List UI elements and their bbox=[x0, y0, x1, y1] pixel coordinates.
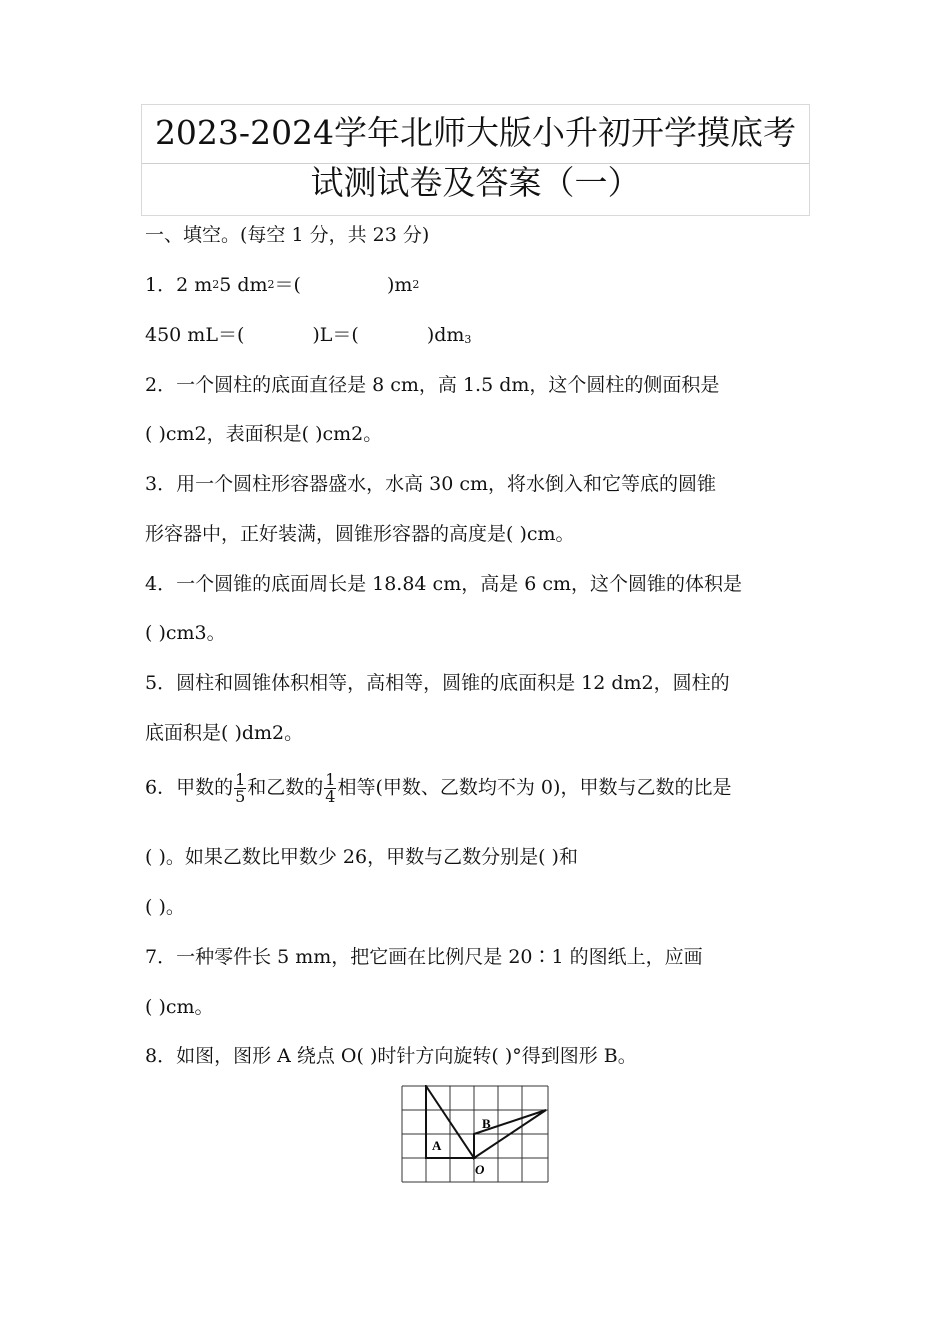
question-7-line-2: ( )cm。 bbox=[145, 996, 214, 1018]
question-3-line-1: 3．用一个圆柱形容器盛水，水高 30 cm，将水倒入和它等底的圆锥 bbox=[145, 473, 717, 495]
label-a: A bbox=[432, 1138, 442, 1153]
question-3-line-2: 形容器中，正好装满，圆锥形容器的高度是( )cm。 bbox=[145, 523, 575, 545]
question-8-line-1: 8．如图，图形 A 绕点 O( )时针方向旋转( )°得到图形 B。 bbox=[145, 1045, 637, 1067]
label-b: B bbox=[482, 1116, 491, 1131]
question-2-line-1: 2．一个圆柱的底面直径是 8 cm，高 1.5 dm，这个圆柱的侧面积是 bbox=[145, 374, 720, 396]
question-1-line-1: 1．2 $m^25$ $dm^2=$( )$m^2$ bbox=[145, 274, 420, 296]
question-1-line-2: 450 mL＝( )L＝( )$dm_3$ bbox=[145, 324, 472, 346]
question-4-line-2: ( )cm3。 bbox=[145, 622, 226, 644]
title-line-1: 2023-2024学年北师大版小升初开学摸底考 bbox=[154, 113, 797, 152]
fraction-one-fourth: $\frac{1}{4}$ bbox=[325, 770, 336, 806]
question-7-line-1: 7．一种零件长 5 mm，把它画在比例尺是 20∶1 的图纸上，应画 bbox=[145, 946, 703, 968]
question-2-line-2: ( )cm2，表面积是( )cm2。 bbox=[145, 423, 383, 445]
fraction-one-fifth: $\frac{1}{5}$ bbox=[235, 770, 246, 806]
question-6-line-3: ( )。 bbox=[145, 896, 185, 918]
question-4-line-1: 4．一个圆锥的底面周长是 18.84 cm，高是 6 cm，这个圆锥的体积是 bbox=[145, 573, 743, 595]
question-6-line-1: 6．甲数的 $\frac{1}{5}$ 和乙数的 $\frac{1}{4}$ 相等(甲数、乙数均不为 0)，甲数与乙数的比是 bbox=[145, 770, 732, 806]
title-line-2: 试测试卷及答案（一） bbox=[310, 163, 641, 202]
rotation-figure bbox=[401, 1085, 549, 1185]
label-o: O bbox=[475, 1162, 485, 1177]
question-5-line-2: 底面积是( )dm2。 bbox=[145, 722, 304, 744]
grid-figure-svg bbox=[401, 1085, 549, 1185]
question-6-line-2: ( )。如果乙数比甲数少 26，甲数与乙数分别是( )和 bbox=[145, 846, 578, 868]
question-5-line-1: 5．圆柱和圆锥体积相等，高相等，圆锥的底面积是 12 dm2，圆柱的 bbox=[145, 672, 730, 694]
title-box bbox=[141, 104, 810, 216]
section-heading: 一、填空。(每空 1 分，共 23 分) bbox=[145, 224, 430, 246]
